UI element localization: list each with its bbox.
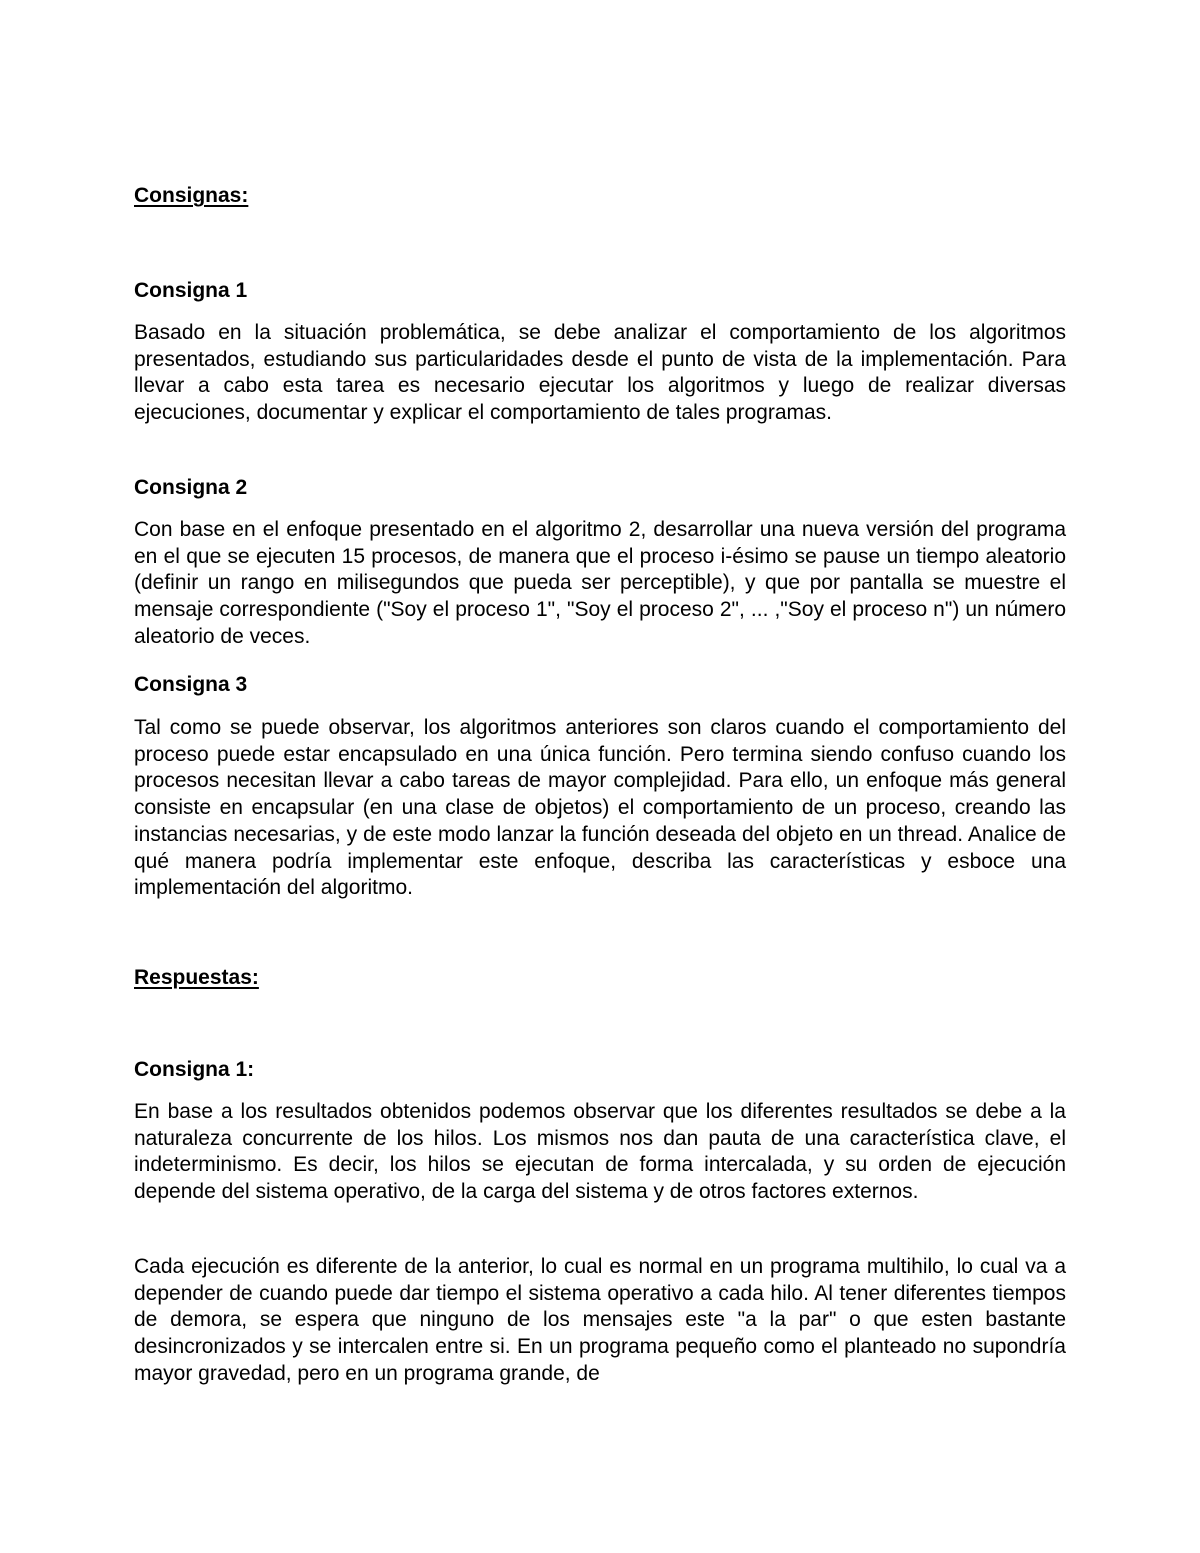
- consigna-3-text: Tal como se puede observar, los algoritmos anteriores son claros cuando el comportamiento del proceso puede estar encapsulado en una única función. Pero termina siendo confuso cuando los procesos necesitan llevar a cabo tareas de mayor complejidad. Para ello, un enfoque más general consiste en encapsular (en una clase de objetos) el comportamiento de un proceso, creando las instancias necesarias, y de este modo lanzar la función deseada del objeto en un thread. Analice de qué manera podría implementar este enfoque, describa las características y esboce una implementación del algoritmo.: [134, 716, 1066, 900]
- consigna-2-text: Con base en el enfoque presentado en el algoritmo 2, desarrollar una nueva versión del programa en el que se ejecuten 15 procesos, de manera que el proceso i-ésimo se pause un tiempo aleatorio (definir un rango en milisegundos que pueda ser perceptible), y que por pantalla se muestre el mensaje correspondiente ("Soy el proceso 1", "Soy el proceso 2", ... ,"Soy el proceso n") un número aleatorio de veces.: [134, 518, 1066, 648]
- respuesta-consigna-1-heading: Consigna 1:: [134, 1058, 255, 1081]
- respuesta-paragraph-1: En base a los resultados obtenidos podemos observar que los diferentes resultados se debe a la naturaleza concurrente de los hilos. Los mismos nos dan pauta de una característica clave, el indeterminismo. Es decir, los hilos se ejecutan de forma intercalada, y su orden de ejecución depende del sistema operativo, de la carga del sistema y de otros factores externos.: [134, 1100, 1066, 1204]
- consignas-title: Consignas:: [134, 184, 249, 207]
- respuestas-title: Respuestas:: [134, 966, 259, 989]
- respuesta-paragraph-2: Cada ejecución es diferente de la anterior, lo cual es normal en un programa multihilo, lo cual va a depender de cuando puede dar tiempo el sistema operativo a cada hilo. Al tener diferentes tiempos de demora, se espera que ninguno de los mensajes este "a la par" o que esten bastante desincronizados y se intercalen entre si. En un programa pequeño como el planteado no supondría mayor gravedad, pero en un programa grande, de: [134, 1255, 1066, 1385]
- consigna-2-heading: Consigna 2: [134, 476, 248, 499]
- consigna-3-heading: Consigna 3: [134, 673, 248, 696]
- consigna-1-heading: Consigna 1: [134, 279, 248, 302]
- consigna-1-text: Basado en la situación problemática, se debe analizar el comportamiento de los algoritmos presentados, estudiando sus particularidades desde el punto de vista de la implementación. Para llevar a cabo esta tarea es necesario ejecutar los algoritmos y luego de realizar diversas ejecuciones, documentar y explicar el comportamiento de tales programas.: [134, 321, 1066, 425]
